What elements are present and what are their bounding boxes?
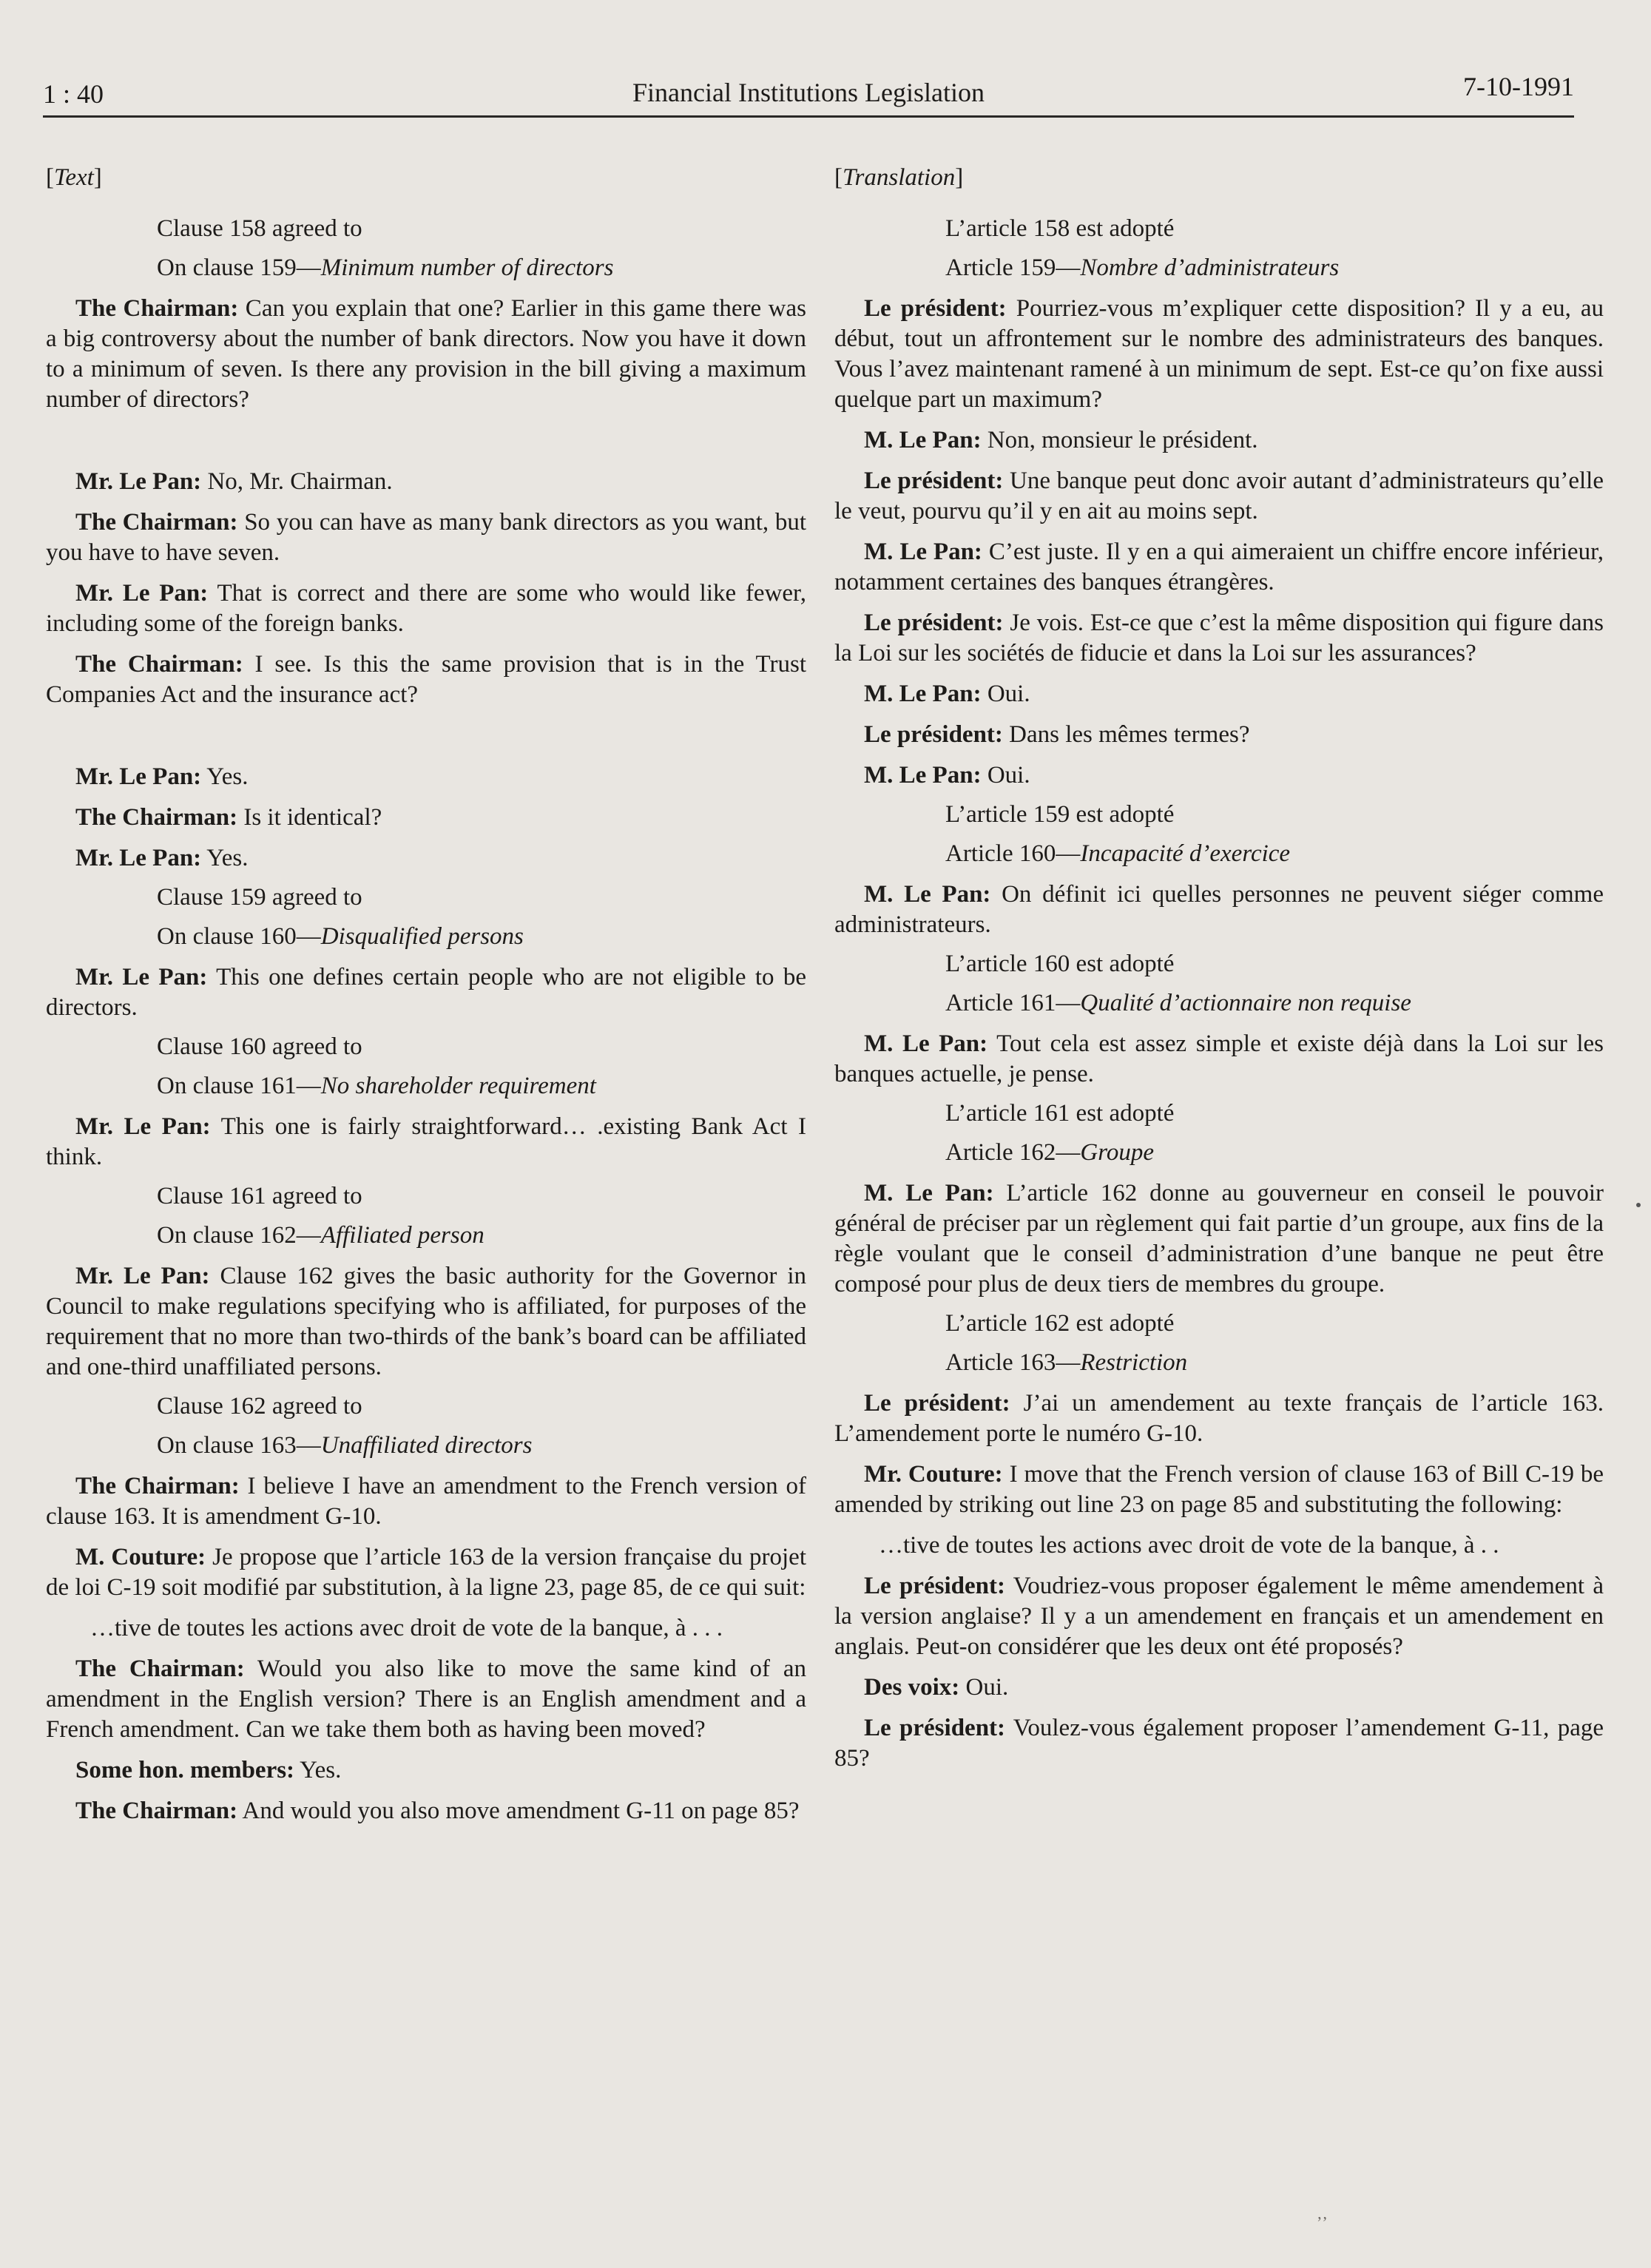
- section-tag-translation: [Translation]: [834, 164, 964, 191]
- clause-heading-number: Article 161—: [945, 990, 1081, 1016]
- speech-text: Non, monsieur le président.: [981, 427, 1258, 453]
- clause-status: L’article 160 est adopté: [945, 951, 1175, 977]
- speaker-paragraph: [46, 1755, 806, 1786]
- speech-text: And would you also move amendment G-11 on page 85?: [237, 1798, 800, 1824]
- clause-heading-title: Restriction: [1080, 1349, 1188, 1376]
- speaker-name: M. Le Pan:: [864, 1180, 994, 1206]
- speaker-name: The Chairman:: [75, 804, 238, 831]
- speaker-name: The Chairman:: [75, 1656, 245, 1682]
- speech-text: This one defines certain people who are not eligible to be directors.: [46, 964, 806, 1021]
- clause-heading: [834, 1348, 1604, 1378]
- speaker-name: Mr. Couture:: [864, 1461, 1003, 1488]
- clause-status: Clause 160 agreed to: [157, 1033, 362, 1060]
- clause-status: Clause 162 agreed to: [157, 1393, 362, 1420]
- french-column: [834, 163, 1604, 1774]
- speech-text: I see. Is this the same provision that is in the Trust Companies Act and the insurance act?: [46, 651, 806, 708]
- speaker-name: Le président:: [864, 1715, 1006, 1741]
- speaker-name: M. Le Pan:: [864, 1030, 988, 1057]
- speaker-paragraph: [46, 294, 806, 415]
- speaker-paragraph: [834, 608, 1604, 669]
- speaker-name: Mr. Le Pan:: [75, 580, 209, 607]
- page-header: [43, 71, 1574, 118]
- speaker-paragraph: [46, 762, 806, 792]
- spacer: [46, 415, 806, 456]
- speech-text: J’ai un amendement au texte français de l’article 163. L’amendement porte le numéro G-10.: [834, 1390, 1604, 1447]
- clause-heading: [46, 253, 806, 283]
- speaker-paragraph: [834, 1029, 1604, 1090]
- speech-text: This one is fairly straightforward… .existing Bank Act I think.: [46, 1113, 806, 1170]
- speaker-name: The Chairman:: [75, 651, 243, 678]
- speaker-name: Le président:: [864, 468, 1004, 494]
- speech-text: Oui.: [981, 762, 1030, 789]
- speech-text: Would you also like to move the same kind of an amendment in the English version? There is an English amendment and a French amendment. Can we take them both as having been moved?: [46, 1656, 806, 1743]
- clause-heading-title: Qualité d’actionnaire non requise: [1080, 990, 1411, 1016]
- speaker-name: Le président:: [864, 721, 1003, 748]
- speaker-paragraph: [834, 1178, 1604, 1300]
- speech-text: Is it identical?: [237, 804, 382, 831]
- speaker-name: Des voix:: [864, 1674, 960, 1701]
- speech-text: Yes.: [201, 845, 249, 871]
- english-proceedings: [46, 214, 806, 1826]
- speaker-name: Le président:: [864, 1390, 1010, 1417]
- clause-heading: [834, 839, 1604, 869]
- footer-mark: ʼʼ: [1317, 2213, 1328, 2232]
- speaker-paragraph: [46, 1654, 806, 1745]
- clause-heading-title: Minimum number of directors: [320, 254, 614, 281]
- speaker-name: M. Le Pan:: [864, 762, 982, 789]
- speaker-name: The Chairman:: [75, 1798, 238, 1824]
- clause-heading-number: Article 159—: [945, 254, 1081, 281]
- speaker-paragraph: [834, 294, 1604, 415]
- speaker-paragraph: [46, 843, 806, 874]
- speaker-paragraph: [46, 1261, 806, 1383]
- clause-status: L’article 159 est adopté: [945, 801, 1175, 828]
- clause-status: Clause 158 agreed to: [157, 215, 362, 242]
- speaker-name: Le président:: [864, 1573, 1005, 1599]
- speech-text: Dans les mêmes termes?: [1002, 721, 1250, 748]
- speaker-name: The Chairman:: [75, 1473, 240, 1499]
- speaker-paragraph: [834, 466, 1604, 527]
- clause-heading-title: Disqualified persons: [320, 923, 524, 950]
- speaker-name: M. Le Pan:: [864, 681, 982, 707]
- clause-heading-number: On clause 161—: [157, 1073, 321, 1099]
- speaker-paragraph: [46, 1542, 806, 1603]
- running-title: Financial Institutions Legislation: [632, 78, 985, 107]
- speaker-name: Some hon. members:: [75, 1757, 295, 1783]
- clause-status: L’article 161 est adopté: [945, 1100, 1175, 1127]
- speech-text: Je propose que l’article 163 de la version française du projet de loi C-19 soit modifié par substitution, à la ligne 23, page 85, de ce qui suit:: [46, 1544, 806, 1601]
- speech-text: No, Mr. Chairman.: [201, 468, 393, 495]
- speaker-name: Le président:: [864, 610, 1004, 636]
- speech-text: Yes.: [201, 763, 249, 790]
- amendment-quote: …tive de toutes les actions avec droit de vote de la banque, à . .: [879, 1532, 1499, 1559]
- speech-text: That is correct and there are some who would like fewer, including some of the foreign banks.: [46, 580, 806, 637]
- speech-text: Oui.: [981, 681, 1030, 707]
- clause-heading: [834, 253, 1604, 283]
- clause-heading-number: On clause 160—: [157, 923, 321, 950]
- speech-text: Une banque peut donc avoir autant d’administrateurs qu’elle le veut, pourvu qu’il y en ait au moins sept.: [834, 468, 1604, 524]
- speaker-paragraph: [46, 1112, 806, 1172]
- clause-heading: [834, 1138, 1604, 1168]
- speaker-paragraph: [834, 1713, 1604, 1774]
- speech-text: Voudriez-vous proposer également le même amendement à la version anglaise? Il y a un amendement en français et un amendement en anglais. Peut-on considérer que les deux ont été proposés?: [834, 1573, 1604, 1660]
- speaker-name: Mr. Le Pan:: [75, 1113, 211, 1140]
- speaker-paragraph: [834, 425, 1604, 456]
- speaker-paragraph: [834, 1388, 1604, 1449]
- speaker-name: Mr. Le Pan:: [75, 845, 202, 871]
- clause-heading: [46, 1221, 806, 1251]
- speech-text: Yes.: [294, 1757, 342, 1783]
- clause-status: L’article 162 est adopté: [945, 1310, 1175, 1337]
- clause-heading-title: Nombre d’administrateurs: [1080, 254, 1340, 281]
- clause-heading-title: Affiliated person: [320, 1222, 485, 1249]
- spacer: [46, 710, 806, 752]
- page-number: 1 : 40: [43, 79, 104, 109]
- clause-heading-number: Article 162—: [945, 1139, 1081, 1166]
- speech-text: Can you explain that one? Earlier in this game there was a big controversy about the number of bank directors. Now you have it down to a minimum of seven. Is there any provision in the bill giving a maximum number of directors?: [46, 295, 807, 413]
- clause-heading-title: Incapacité d’exercice: [1080, 840, 1291, 867]
- speaker-paragraph: [46, 1471, 806, 1532]
- speaker-name: M. Le Pan:: [864, 881, 991, 908]
- clause-status: L’article 158 est adopté: [945, 215, 1175, 242]
- speech-text: Je vois. Est-ce que c’est la même disposition qui figure dans la Loi sur les sociétés de fiducie et dans la Loi sur les assurances?: [834, 610, 1604, 666]
- clause-heading: [834, 988, 1604, 1019]
- speaker-name: Mr. Le Pan:: [75, 468, 202, 495]
- clause-heading-number: On clause 163—: [157, 1432, 321, 1459]
- speaker-name: The Chairman:: [75, 509, 238, 536]
- clause-heading-title: No shareholder requirement: [320, 1073, 596, 1099]
- speaker-paragraph: [46, 649, 806, 710]
- speech-text: Tout cela est assez simple et existe déjà dans la Loi sur les banques actuelle, je pense.: [834, 1030, 1604, 1087]
- speaker-name: Mr. Le Pan:: [75, 964, 208, 990]
- speech-text: Oui.: [959, 1674, 1009, 1701]
- english-column: [46, 163, 806, 1826]
- clause-heading-number: Article 160—: [945, 840, 1081, 867]
- clause-heading: [46, 922, 806, 952]
- clause-heading-number: On clause 159—: [157, 254, 321, 281]
- speaker-paragraph: [46, 578, 806, 639]
- speaker-name: M. Couture:: [75, 1544, 206, 1570]
- speaker-paragraph: [46, 962, 806, 1023]
- french-proceedings: [834, 214, 1604, 1774]
- clause-heading-number: Article 163—: [945, 1349, 1081, 1376]
- speaker-paragraph: [834, 1673, 1604, 1703]
- speaker-paragraph: [834, 760, 1604, 791]
- speaker-name: The Chairman:: [75, 295, 239, 322]
- speech-text: C’est juste. Il y en a qui aimeraient un chiffre encore inférieur, notamment certaines des banques étrangères.: [834, 539, 1604, 595]
- speech-text: So you can have as many bank directors as you want, but you have to have seven.: [46, 509, 806, 566]
- clause-heading: [46, 1431, 806, 1461]
- speaker-name: Mr. Le Pan:: [75, 1263, 210, 1289]
- speaker-paragraph: [834, 1571, 1604, 1662]
- speaker-name: M. Le Pan:: [864, 539, 982, 565]
- clause-status: Clause 159 agreed to: [157, 884, 362, 911]
- speck-mark: [1636, 1203, 1641, 1207]
- speaker-paragraph: [834, 880, 1604, 940]
- speech-text: L’article 162 donne au gouverneur en conseil le pouvoir général de préciser par un règlement qui fait partie d’un groupe, aux fins de la règle voulant que le conseil d’administration d’une banque ne peut être composé pour plus de deux tiers de membres du groupe.: [834, 1180, 1604, 1297]
- speaker-paragraph: [834, 537, 1604, 598]
- clause-status: Clause 161 agreed to: [157, 1183, 362, 1209]
- speech-text: Voulez-vous également proposer l’amendement G-11, page 85?: [834, 1715, 1604, 1772]
- clause-heading-number: On clause 162—: [157, 1222, 321, 1249]
- speaker-paragraph: [46, 1796, 806, 1826]
- speaker-paragraph: [834, 679, 1604, 709]
- speech-text: I move that the French version of clause 163 of Bill C-19 be amended by striking out line 23 on page 85 and substituting the following:: [834, 1461, 1604, 1518]
- speech-text: I believe I have an amendment to the French version of clause 163. It is amendment G-10.: [46, 1473, 806, 1530]
- speech-text: Clause 162 gives the basic authority for the Governor in Council to make regulations specifying who is affiliated, for purposes of the requirement that no more than two-thirds of the bank’s board can be affiliated and one-third unaffiliated persons.: [46, 1263, 806, 1380]
- speech-text: Pourriez-vous m’expliquer cette disposition? Il y a eu, au début, tout un affrontement sur le nombre des administrateurs des banques. Vous l’avez maintenant ramené à un minimum de sept. Est-ce qu’on fixe aussi quelque part un maximum?: [834, 295, 1604, 413]
- speaker-name: Mr. Le Pan:: [75, 763, 202, 790]
- amendment-quote: …tive de toutes les actions avec droit de vote de la banque, à . . .: [90, 1615, 723, 1641]
- clause-heading-title: Groupe: [1080, 1139, 1154, 1166]
- speaker-paragraph: [46, 467, 806, 497]
- speaker-paragraph: [46, 507, 806, 568]
- speech-text: On définit ici quelles personnes ne peuvent siéger comme administrateurs.: [834, 881, 1604, 938]
- clause-heading-title: Unaffiliated directors: [320, 1432, 533, 1459]
- speaker-paragraph: [834, 720, 1604, 750]
- page-date: 7-10-1991: [1463, 72, 1574, 101]
- speaker-name: M. Le Pan:: [864, 427, 982, 453]
- speaker-paragraph: [834, 1459, 1604, 1520]
- clause-heading: [46, 1071, 806, 1101]
- section-tag-text: [Text]: [46, 164, 102, 191]
- speaker-name: Le président:: [864, 295, 1007, 322]
- speaker-paragraph: [46, 803, 806, 833]
